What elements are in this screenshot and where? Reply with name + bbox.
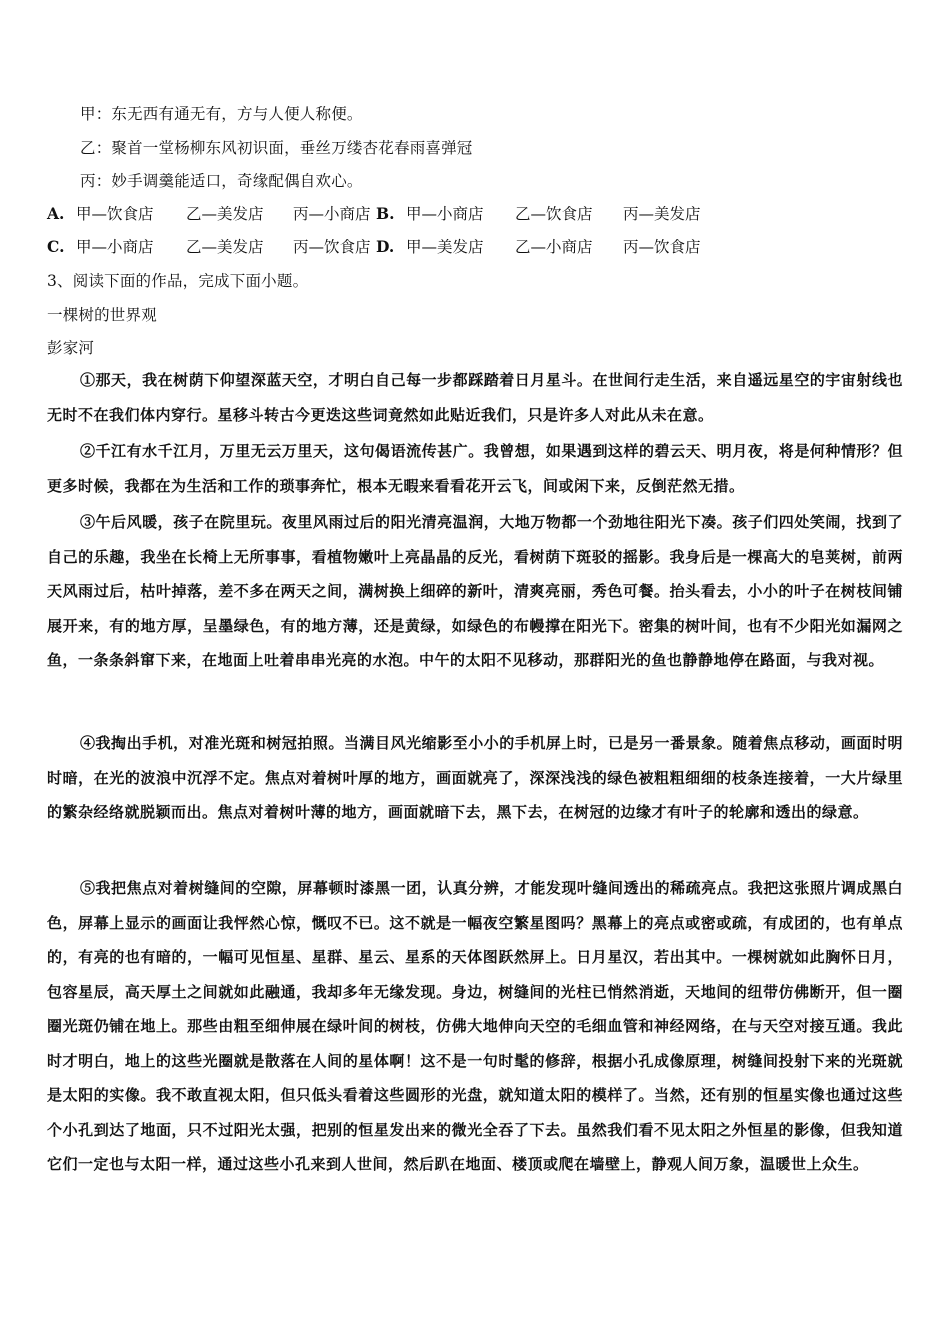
- intro-line-jia: 甲：东无西有通无有，方与人便人称便。: [80, 105, 363, 123]
- paragraph-1: ①那天，我在树荫下仰望深蓝天空，才明白自己每一步都踩踏着日月星斗。在世间行走生活，来自遥远星空的宇宙射线也无时不在我们体内穿行。星移斗转古今更迭这些词竟然如此贴近我们，只是许多人对此从未在意。: [47, 371, 903, 424]
- option-d-yi: 乙—小商店: [515, 238, 593, 256]
- article-title: 一棵树的世界观: [47, 306, 157, 324]
- article-author: 彭家河: [47, 339, 95, 357]
- paragraph-5: ⑤我把焦点对着树缝间的空隙，屏幕顿时漆黑一团，认真分辨，才能发现叶缝间透出的稀疏亮点。我把这张照片调成黑白色，屏幕上显示的画面让我怦然心惊，慨叹不已。这不就是一幅夜空繁星图吗？黑幕上的亮点或密或疏，有成团的，也有单点的，有亮的也有暗的，一幅可见恒星、星群、星云、星系的天体图跃然屏上。日月星汉，若出其中。一棵树就如此胸怀日月，包容星辰，高天厚土之间就如此融通，我却多年无缘发现。身边，树缝间的光柱已悄然消逝，天地间的纽带仿佛断开，但一圈圈光斑仍铺在地上。那些由粗至细伸展在绿叶间的树枝，仿佛大地伸向天空的毛细血管和神经网络，在与天空对接互通。我此时才明白，地上的这些光圈就是散落在人间的星体啊！这不是一句时髦的修辞，根据小孔成像原理，树缝间投射下来的光斑就是太阳的实像。我不敢直视太阳，但只低头看着这些圆形的光盘，就知道太阳的模样了。当然，还有别的恒星实像也通过这些个小孔到达了地面，只不过阳光太强，把别的恒星发出来的微光全吞了下去。虽然我们看不见太阳之外恒星的影像，但我知道它们一定也与太阳一样，通过这些小孔来到人世间，然后趴在地面、楼顶或爬在墙壁上，静观人间万象，温暖世上众生。: [47, 879, 903, 1173]
- option-c-yi: 乙—美发店: [186, 238, 264, 256]
- paragraph-3: ③午后风暖，孩子在院里玩。夜里风雨过后的阳光清亮温润，大地万物都一个劲地往阳光下凑。孩子们四处笑闹，找到了自己的乐趣，我坐在长椅上无所事事，看植物嫩叶上亮晶晶的反光，看树荫下斑驳的摇影。我身后是一棵高大的皂荚树，前两天风雨过后，枯叶掉落，差不多在两天之间，满树换上细碎的新叶，清爽亮丽，秀色可餐。抬头看去，小小的叶子在树枝间铺展开来，有的地方厚，呈墨绿色，有的地方薄，还是黄绿，如绿色的布幔撑在阳光下。密集的树叶间，也有不少阳光如漏网之鱼，一条条斜窜下来，在地面上吐着串串光亮的水泡。中午的太阳不见移动，那群阳光的鱼也静静地停在路面，与我对视。: [47, 513, 903, 669]
- option-d-letter: D.: [376, 237, 395, 256]
- option-c-letter: C.: [47, 237, 65, 256]
- intro-line-yi: 乙：聚首一堂杨柳东风初识面，垂丝万缕杏花春雨喜弹冠: [80, 139, 473, 157]
- question-heading: 3、阅读下面的作品，完成下面小题。: [47, 272, 309, 290]
- option-c-bing: 丙—饮食店: [293, 238, 371, 256]
- option-a-jia: 甲—饮食店: [76, 205, 154, 223]
- option-a-letter: A.: [47, 204, 65, 223]
- paragraph-4: ④我掏出手机，对准光斑和树冠拍照。当满目风光缩影至小小的手机屏上时，已是另一番景象。随着焦点移动，画面时明时暗，在光的波浪中沉浮不定。焦点对着树叶厚的地方，画面就亮了，深深浅浅的绿色被粗粗细细的枝条连接着，一大片绿里的繁杂经络就脱颖而出。焦点对着树叶薄的地方，画面就暗下去，黑下去，在树冠的边缘才有叶子的轮廓和透出的绿意。: [47, 734, 903, 821]
- option-b-letter: B.: [376, 204, 395, 223]
- intro-line-bing: 丙：妙手调羹能适口，奇缘配偶自欢心。: [80, 172, 363, 190]
- option-d-jia: 甲—美发店: [406, 238, 484, 256]
- option-a-bing: 丙—小商店: [293, 205, 371, 223]
- option-a-yi: 乙—美发店: [186, 205, 264, 223]
- option-b-bing: 丙—美发店: [623, 205, 701, 223]
- option-b-jia: 甲—小商店: [406, 205, 484, 223]
- paragraph-2: ②千江有水千江月，万里无云万里天，这句偈语流传甚广。我曾想，如果遇到这样的碧云天、明月夜，将是何种情形？但更多时候，我都在为生活和工作的琐事奔忙，根本无暇来看看花开云飞，间或闲下来，反倒茫然无措。: [47, 442, 903, 495]
- option-b-yi: 乙—饮食店: [515, 205, 593, 223]
- option-d-bing: 丙—饮食店: [623, 238, 701, 256]
- option-c-jia: 甲—小商店: [76, 238, 154, 256]
